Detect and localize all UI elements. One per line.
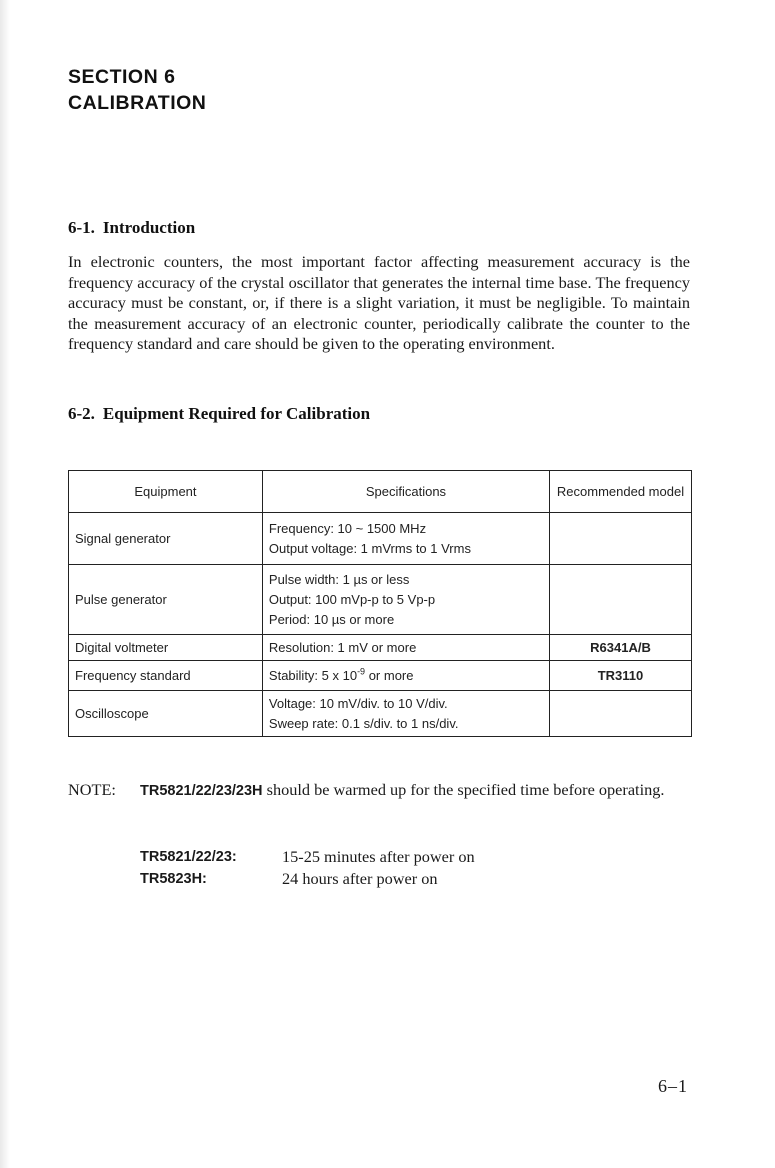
intro-paragraph: In electronic counters, the most important factor affecting measurement accuracy is the frequency accuracy of the crystal oscillator that generates the internal time base. The frequency accuracy must be constant, or, if there is a slight variation, it must be negligible. To maintain the measurement accuracy of an electronic counter, periodically calibrate the counter to the frequency standard and care should be given to the operating environment. bbox=[68, 252, 690, 353]
page-edge-shadow bbox=[0, 0, 10, 1168]
equipment-cell: Digital voltmeter bbox=[69, 635, 263, 661]
spec-line bbox=[269, 666, 549, 686]
page-number: 6–1 bbox=[658, 1076, 688, 1096]
spec-line: Period: 10 µs or more bbox=[268, 611, 395, 627]
list-item bbox=[140, 868, 475, 890]
specifications-cell bbox=[262, 691, 549, 737]
equipment-cell: Pulse generator bbox=[69, 565, 263, 635]
warmup-list bbox=[140, 846, 475, 890]
spec-line: Pulse width: 1 µs or less bbox=[268, 571, 410, 587]
equipment-cell: Frequency standard bbox=[69, 661, 263, 691]
warmup-model: TR5823H: bbox=[140, 871, 207, 887]
specifications-cell bbox=[262, 565, 549, 635]
table-row bbox=[69, 565, 692, 635]
equipment-table bbox=[68, 470, 692, 737]
equipment-heading bbox=[68, 404, 370, 424]
model-cell: TR3110 bbox=[550, 661, 692, 691]
equipment-number: 6-2. bbox=[68, 404, 95, 423]
equipment-cell: Signal generator bbox=[69, 513, 263, 565]
section-heading bbox=[68, 64, 206, 116]
specifications-cell bbox=[262, 513, 549, 565]
spec-exponent: -9 bbox=[357, 666, 366, 677]
specifications-cell bbox=[262, 661, 549, 691]
header-recommended-model: Recommended model bbox=[550, 471, 692, 513]
intro-heading-text: Introduction bbox=[102, 218, 196, 237]
model-cell bbox=[550, 565, 692, 635]
model-cell bbox=[550, 513, 692, 565]
model-cell: R6341A/B bbox=[550, 635, 692, 661]
spec-line: Output voltage: 1 mVrms to 1 Vrms bbox=[268, 540, 471, 556]
spec-line: Output: 100 mVp-p to 5 Vp-p bbox=[268, 591, 436, 607]
section-number: SECTION 6 bbox=[68, 66, 176, 88]
note-models: TR5821/22/23/23H bbox=[140, 783, 263, 799]
table-row bbox=[69, 635, 692, 661]
note-body bbox=[140, 778, 692, 803]
specifications-cell bbox=[262, 635, 549, 661]
spec-line: Resolution: 1 mV or more bbox=[268, 639, 417, 655]
table-row bbox=[69, 691, 692, 737]
table-row bbox=[69, 661, 692, 691]
table-header-row bbox=[69, 471, 692, 513]
warmup-time: 24 hours after power on bbox=[282, 869, 438, 888]
table-row bbox=[69, 513, 692, 565]
spec-line: Frequency: 10 ~ 1500 MHz bbox=[268, 520, 427, 536]
spec-suffix: or more bbox=[365, 667, 414, 683]
spec-line: Sweep rate: 0.1 s/div. to 1 ns/div. bbox=[268, 715, 459, 731]
intro-heading bbox=[68, 218, 195, 238]
note-label: NOTE: bbox=[68, 780, 116, 799]
list-item bbox=[140, 846, 475, 868]
spec-line: Voltage: 10 mV/div. to 10 V/div. bbox=[268, 695, 448, 711]
section-title: CALIBRATION bbox=[68, 92, 207, 114]
note-text: should be warmed up for the specified time before operating. bbox=[262, 780, 665, 799]
warmup-model: TR5821/22/23: bbox=[140, 849, 237, 865]
spec-prefix: Stability: 5 x 10 bbox=[268, 667, 358, 683]
header-specifications: Specifications bbox=[262, 471, 549, 513]
intro-number: 6-1. bbox=[68, 218, 95, 237]
warmup-time: 15-25 minutes after power on bbox=[282, 847, 475, 866]
model-cell bbox=[550, 691, 692, 737]
equipment-heading-text: Equipment Required for Calibration bbox=[102, 404, 371, 423]
equipment-cell: Oscilloscope bbox=[69, 691, 263, 737]
header-equipment: Equipment bbox=[69, 471, 263, 513]
warmup-note bbox=[68, 778, 692, 803]
